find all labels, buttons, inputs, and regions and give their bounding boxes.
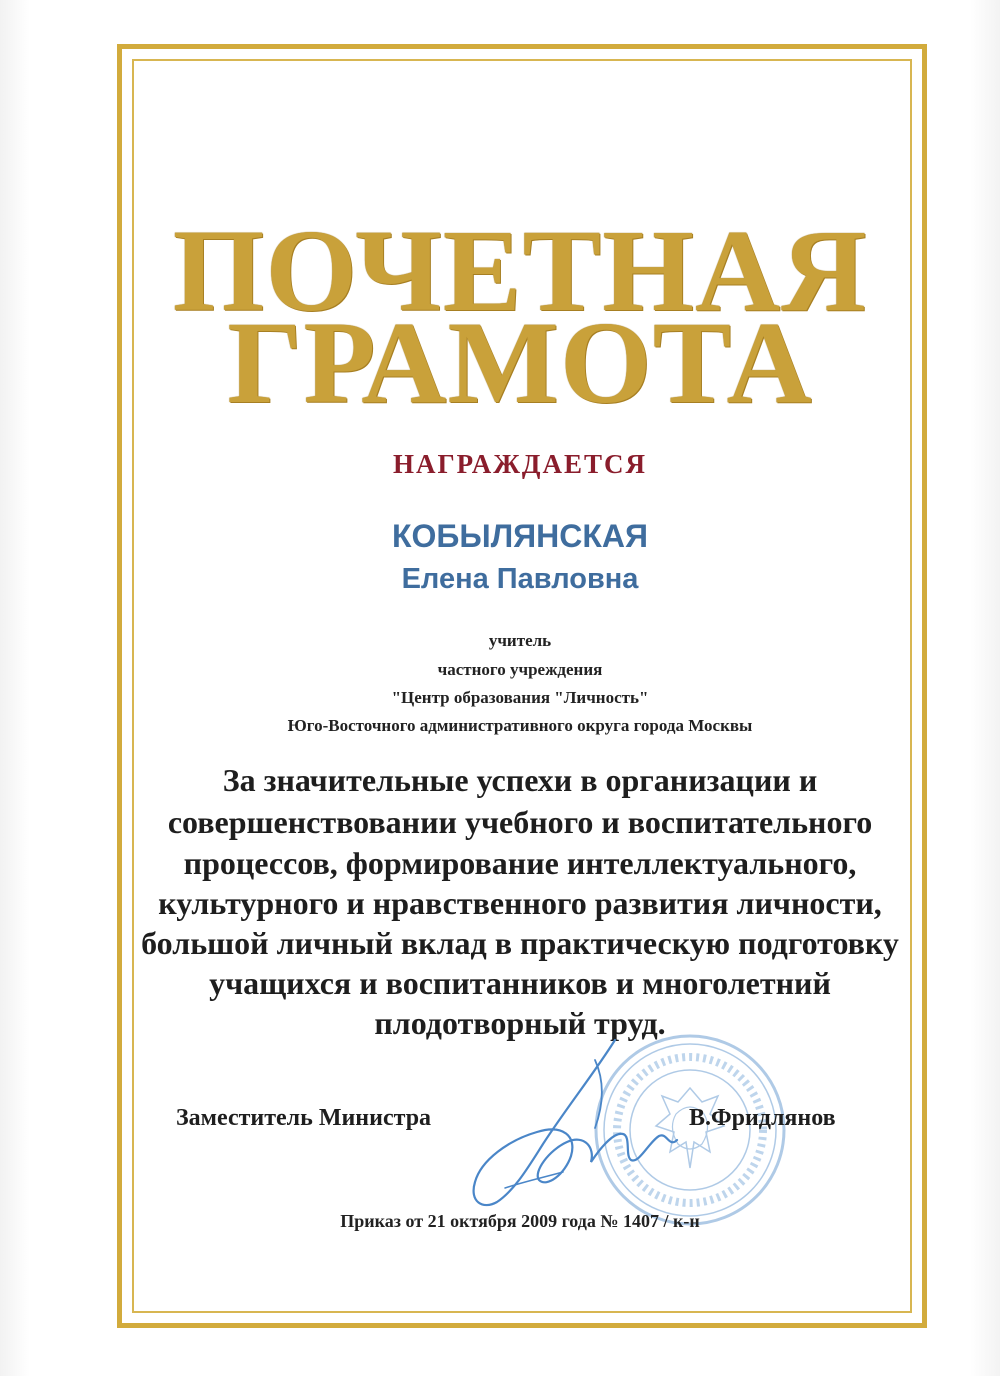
- position-line: учитель: [488, 631, 552, 650]
- handwritten-signature-icon: [445, 1032, 705, 1222]
- reason-line: За значительные успехи в организации и: [222, 762, 818, 798]
- reason-line: плодотворный труд.: [374, 1005, 666, 1041]
- recipient-name: Елена Павловна: [401, 563, 639, 595]
- order-reference: Приказ от 21 октября 2009 года № 1407 / к-н: [340, 1211, 700, 1231]
- certificate-title-line-1: ПОЧЕТНАЯ: [172, 205, 868, 336]
- awarded-heading: НАГРАЖДАЕТСЯ: [392, 449, 647, 479]
- reason-line: культурного и нравственного развития личности,: [158, 885, 882, 921]
- position-line: Юго-Восточного административного округа города Москвы: [287, 716, 753, 735]
- reason-line: учащихся и воспитанников и многолетний: [209, 965, 831, 1001]
- recipient-surname: КОБЫЛЯНСКАЯ: [391, 518, 649, 554]
- position-line: "Центр образования "Личность": [391, 688, 649, 707]
- reason-line: совершенствовании учебного и воспитательного: [167, 804, 873, 840]
- signer-title: Заместитель Министра: [176, 1105, 432, 1131]
- position-line: частного учреждения: [437, 660, 603, 679]
- certificate-title-line-2: ГРАМОТА: [227, 297, 813, 428]
- reason-line: процессов, формирование интеллектуального,: [183, 845, 857, 881]
- reason-line: большой личный вклад в практическую подготовку: [141, 925, 899, 961]
- signer-name: В.Фридлянов: [689, 1105, 836, 1131]
